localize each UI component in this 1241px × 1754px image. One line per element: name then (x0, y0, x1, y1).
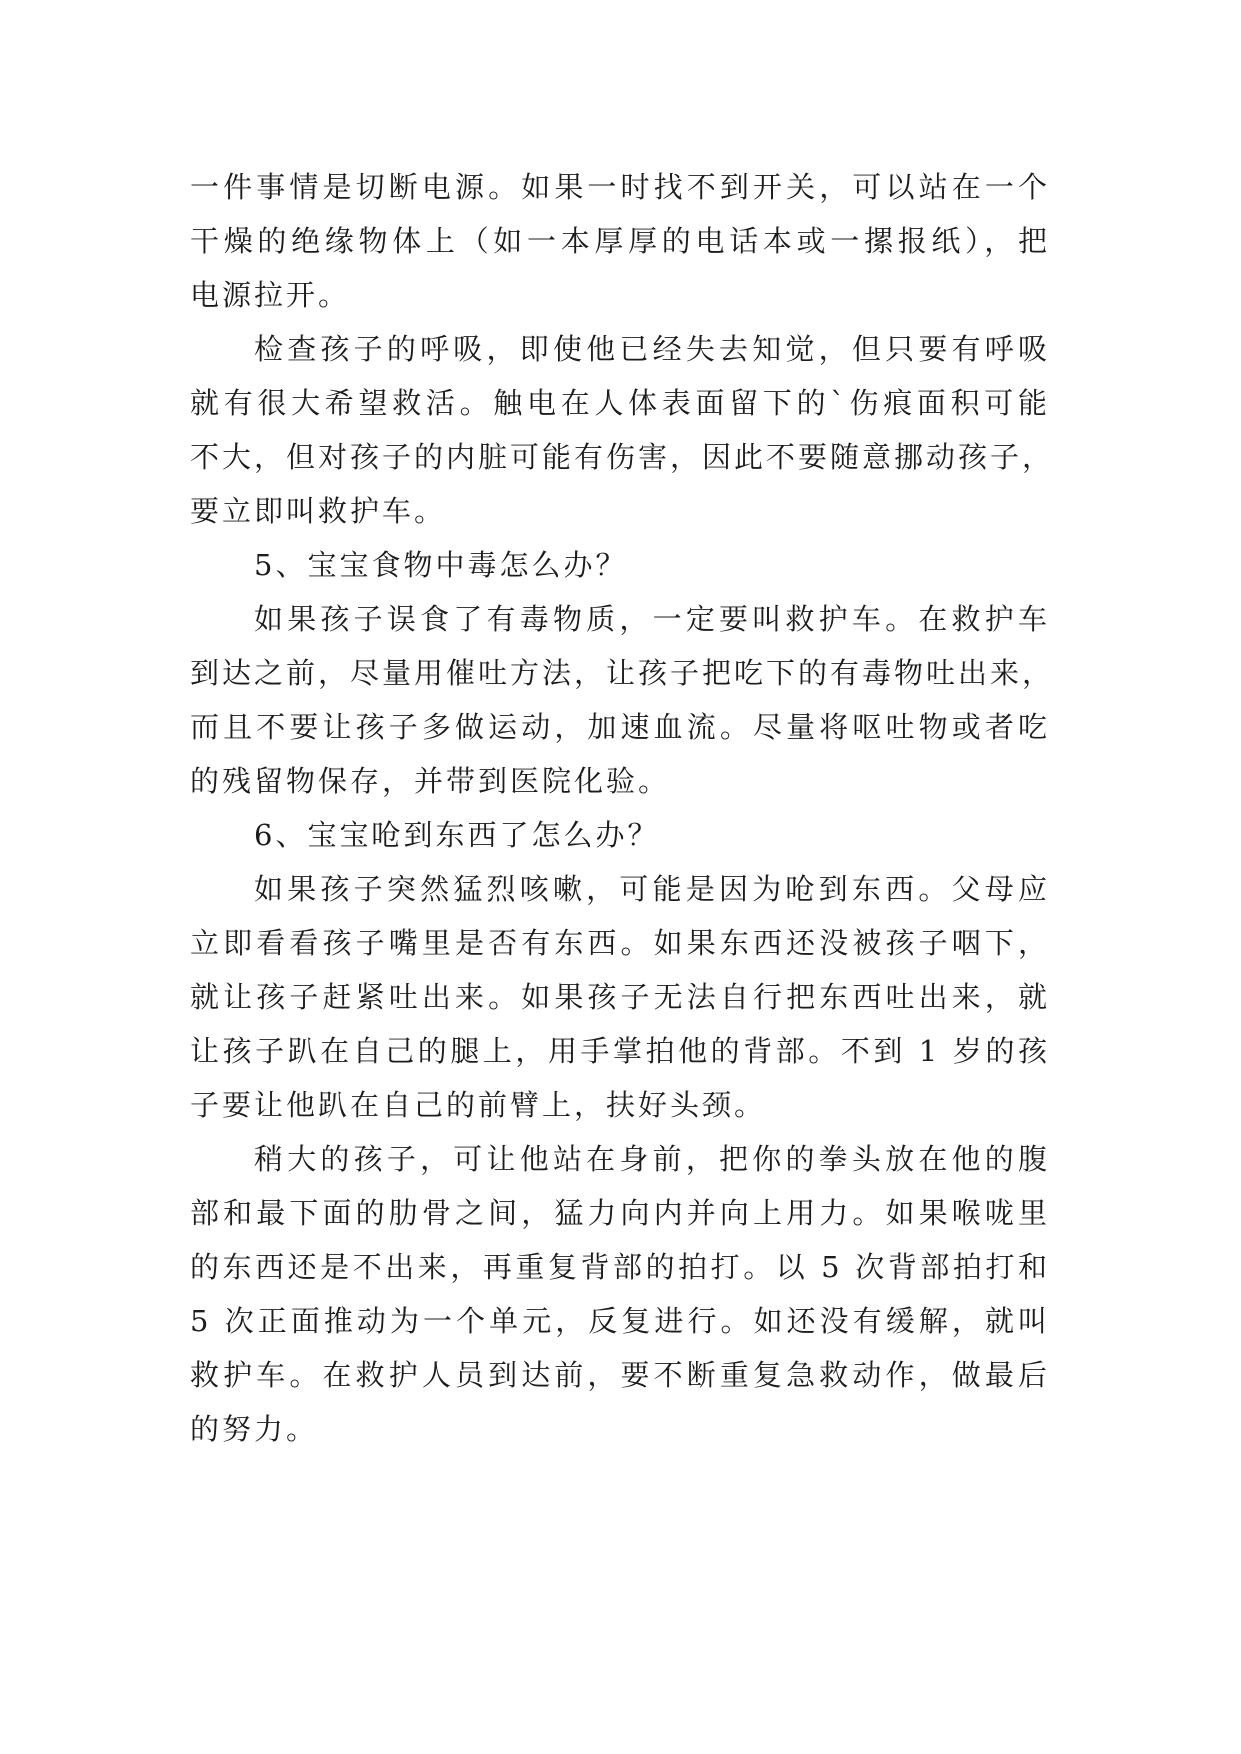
paragraph-check-breathing (190, 322, 1055, 538)
section-heading: 5、宝宝食物中毒怎么办？ (254, 548, 628, 582)
text-line: 部和最下面的肋骨之间，猛力向内并向上用力。如果喉咙里 (190, 1196, 1050, 1230)
text-line: 如果孩子突然猛烈咳嗽，可能是因为呛到东西。父母应 (254, 872, 1050, 906)
text-line: 的努力。 (190, 1412, 319, 1446)
text-line: 的残留物保存，并带到医院化验。 (190, 764, 671, 798)
text-line: 如果孩子误食了有毒物质，一定要叫救护车。在救护车 (254, 602, 1050, 636)
text-line: 立即看看孩子嘴里是否有东西。如果东西还没被孩子咽下， (190, 926, 1050, 960)
paragraph-power-off (190, 160, 1050, 322)
paragraph-older-child (190, 1132, 1050, 1456)
text-line: 就有很大希望救活。触电在人体表面留下的`伤痕面积可能 (190, 386, 1050, 420)
heading-choking (190, 808, 1050, 862)
paragraph-food-poisoning (190, 592, 1055, 808)
text-line: 5 次正面推动为一个单元，反复进行。如还没有缓解，就叫 (190, 1304, 1050, 1338)
text-line: 一件事情是切断电源。如果一时找不到开关，可以站在一个 (190, 170, 1050, 204)
text-line: 电源拉开。 (190, 278, 351, 312)
text-line: 稍大的孩子，可让他站在身前，把你的拳头放在他的腹 (254, 1142, 1050, 1176)
section-heading: 6、宝宝呛到东西了怎么办？ (254, 818, 660, 852)
text-line: 救护车。在救护人员到达前，要不断重复急救动作，做最后 (190, 1358, 1050, 1392)
text-line: 的东西还是不出来，再重复背部的拍打。以 5 次背部拍打和 (190, 1250, 1050, 1284)
text-line: 就让孩子赶紧吐出来。如果孩子无法自行把东西吐出来，就 (190, 980, 1050, 1014)
document-body (190, 160, 1055, 1456)
text-line: 而且不要让孩子多做运动，加速血流。尽量将呕吐物或者吃 (190, 710, 1050, 744)
text-line: 检查孩子的呼吸，即使他已经失去知觉，但只要有呼吸 (254, 332, 1050, 366)
text-line: 干燥的绝缘物体上（如一本厚厚的电话本或一摞报纸），把 (190, 224, 1050, 258)
text-line: 不大，但对孩子的内脏可能有伤害，因此不要随意挪动孩子， (190, 440, 1055, 474)
text-line: 要立即叫救护车。 (190, 494, 447, 528)
text-line: 让孩子趴在自己的腿上，用手掌拍他的背部。不到 1 岁的孩 (190, 1034, 1050, 1068)
text-line: 到达之前，尽量用催吐方法，让孩子把吃下的有毒物吐出来， (190, 656, 1055, 690)
paragraph-choking (190, 862, 1050, 1132)
text-line: 子要让他趴在自己的前臂上，扶好头颈。 (190, 1088, 767, 1122)
heading-food-poisoning (190, 538, 1050, 592)
